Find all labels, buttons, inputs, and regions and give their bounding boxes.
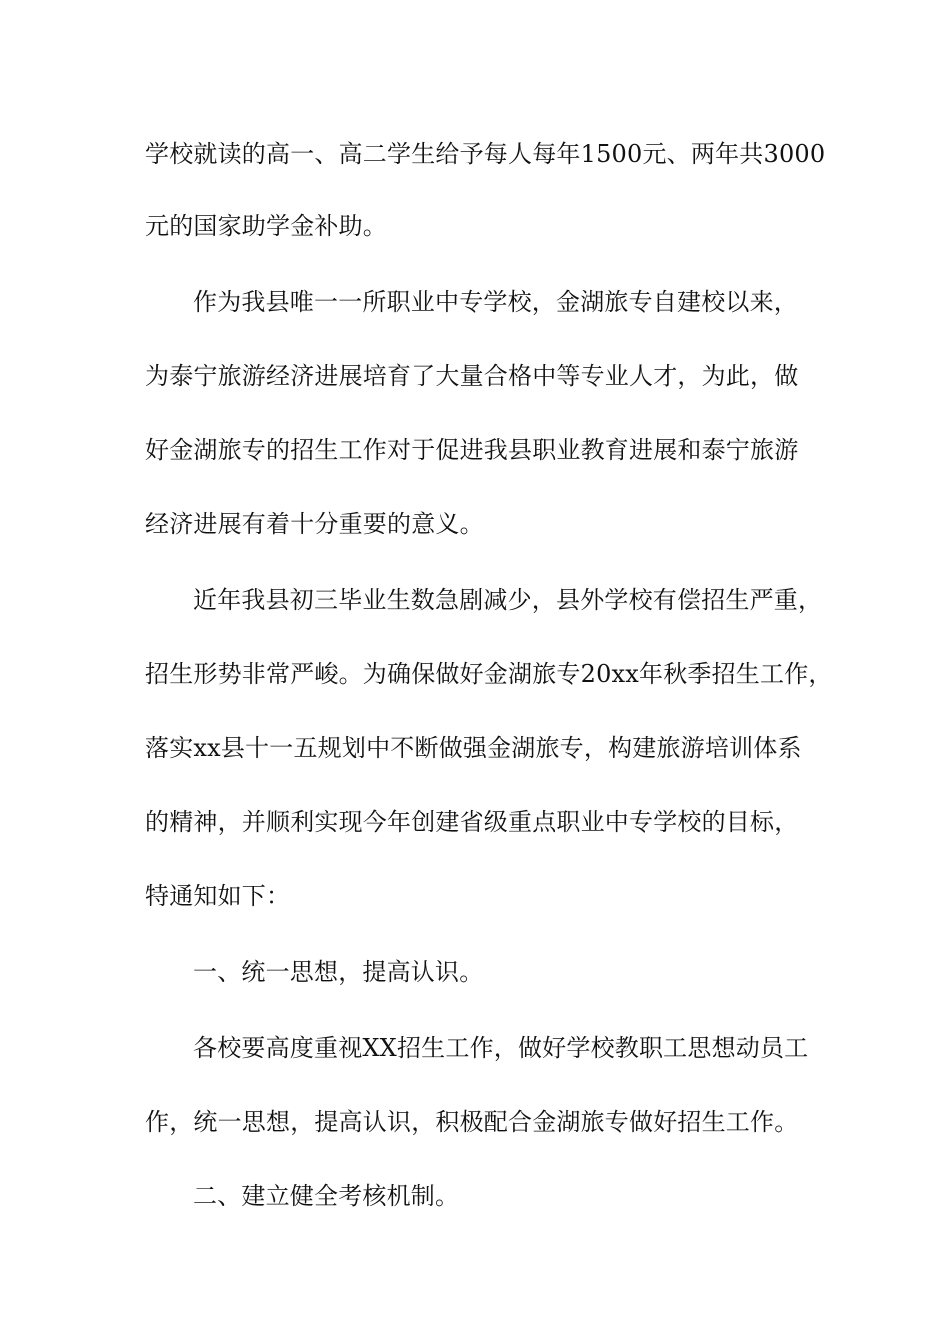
text-line: 落实xx县十一五规划中不断做强金湖旅专，构建旅游培训体系: [145, 734, 802, 762]
text-line: 经济进展有着十分重要的意义。: [145, 510, 484, 538]
text-line: 的精神，并顺利实现今年创建省级重点职业中专学校的目标，: [145, 808, 799, 836]
text-line: 元的国家助学金补助。: [145, 212, 387, 240]
paragraph-start-line: 各校要高度重视XX招生工作，做好学校教职工思想动员工: [193, 1034, 809, 1062]
paragraph-start-line: 近年我县初三毕业生数急剧减少，县外学校有偿招生严重，: [193, 586, 823, 614]
text-line: 好金湖旅专的招生工作对于促进我县职业教育进展和泰宁旅游: [145, 436, 799, 464]
text-line: 为泰宁旅游经济进展培育了大量合格中等专业人才，为此，做: [145, 362, 799, 390]
paragraph-start-line: 作为我县唯一一所职业中专学校，金湖旅专自建校以来，: [193, 288, 798, 316]
section-heading: 二、建立健全考核机制。: [193, 1182, 460, 1210]
text-line: 特通知如下：: [145, 882, 291, 910]
text-line: 招生形势非常严峻。为确保做好金湖旅专20xx年秋季招生工作，: [145, 660, 833, 688]
text-line: 学校就读的高一、高二学生给予每人每年1500元、两年共3000: [145, 140, 826, 168]
section-heading: 一、统一思想，提高认识。: [193, 958, 484, 986]
text-line: 作，统一思想，提高认识，积极配合金湖旅专做好招生工作。: [145, 1108, 799, 1136]
